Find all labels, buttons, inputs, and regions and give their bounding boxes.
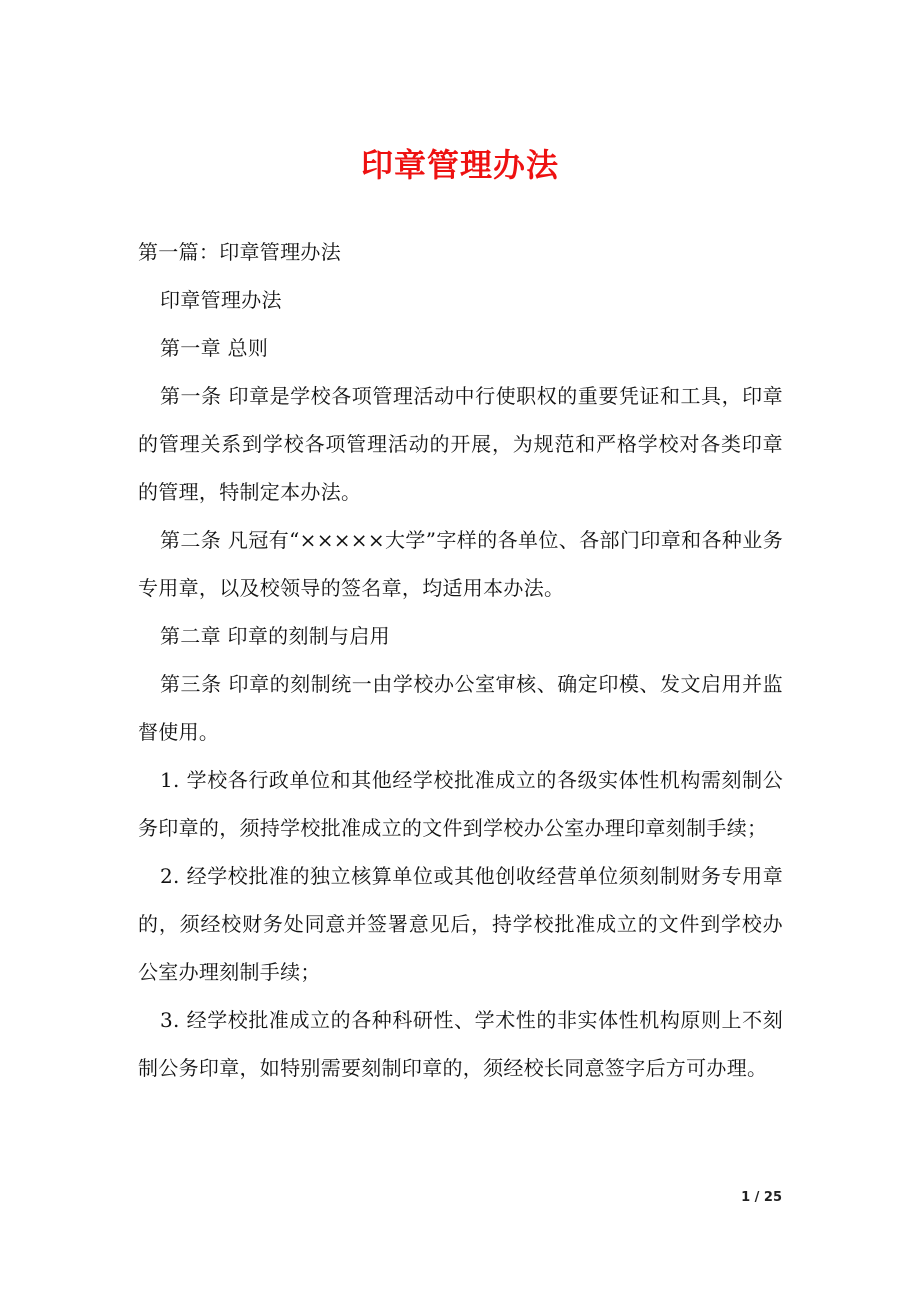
document-body bbox=[138, 228, 783, 1092]
chapter-heading: 第二章 印章的刻制与启用 bbox=[160, 624, 390, 648]
page-indicator: 1 / 25 bbox=[741, 1190, 782, 1205]
document-title: 印章管理办法 bbox=[360, 146, 559, 184]
section-heading: 第一篇：印章管理办法 bbox=[138, 240, 341, 264]
paragraph: 印章管理办法 bbox=[160, 288, 282, 312]
chapter-heading: 第一章 总则 bbox=[160, 336, 269, 360]
list-item: 2. 经学校批准的独立核算单位或其他创收经营单位须刻制财务专用章的，须经校财务处同意并签署意见后，持学校批准成立的文件到学校办公室办理刻制手续； bbox=[138, 864, 783, 984]
paragraph: 第二条 凡冠有“×××××大学”字样的各单位、各部门印章和各种业务专用章，以及校领导的签名章，均适用本办法。 bbox=[138, 528, 783, 600]
paragraph: 第三条 印章的刻制统一由学校办公室审核、确定印模、发文启用并监督使用。 bbox=[138, 672, 783, 744]
paragraph: 第一条 印章是学校各项管理活动中行使职权的重要凭证和工具，印章的管理关系到学校各项管理活动的开展，为规范和严格学校对各类印章的管理，特制定本办法。 bbox=[138, 384, 783, 504]
list-item: 3. 经学校批准成立的各种科研性、学术性的非实体性机构原则上不刻制公务印章，如特别需要刻制印章的，须经校长同意签字后方可办理。 bbox=[138, 1008, 783, 1080]
list-item: 1. 学校各行政单位和其他经学校批准成立的各级实体性机构需刻制公务印章的，须持学校批准成立的文件到学校办公室办理印章刻制手续； bbox=[138, 768, 783, 840]
